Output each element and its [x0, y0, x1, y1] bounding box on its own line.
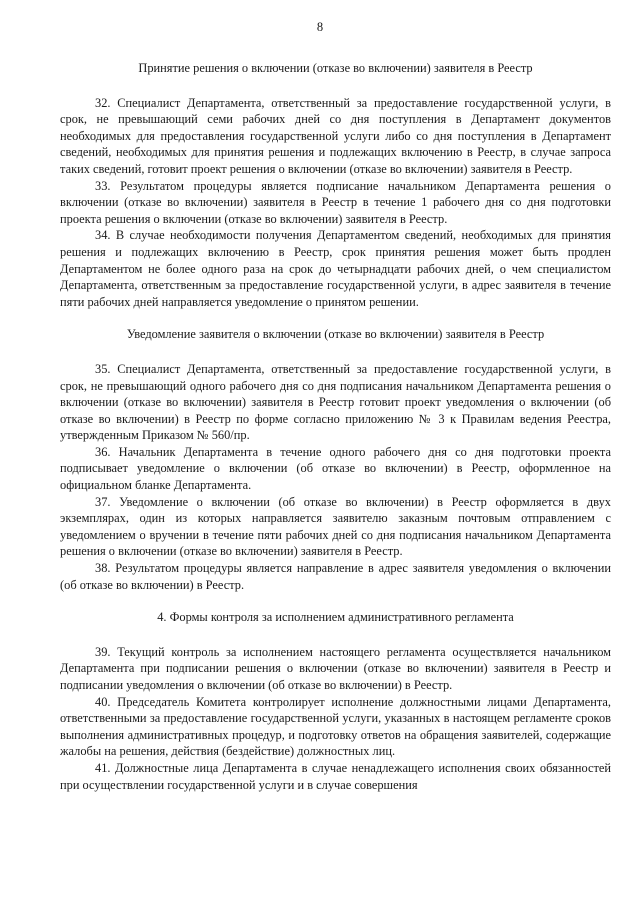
paragraph-34: 34. В случае необходимости получения Департаментом сведений, необходимых для принятия решения и подлежащих включению в Реестр, срок принятия решения может быть продлен Департаментом не более одного раза на срок до четырнадцати рабочих дней, о чем специалистом Департамента, ответственным за предоставление государственной услуги, в адрес заявителя в течение пяти рабочих дней направляется уведомление о принятом решении.	[60, 228, 611, 309]
section-notification	[60, 326, 611, 593]
paragraph-41: 41. Должностные лица Департамента в случае ненадлежащего исполнения своих обязанностей при осуществлении государственной услуги и в случае совершения	[60, 760, 611, 792]
page-number: 8	[316, 20, 324, 34]
paragraph-40: 40. Председатель Комитета контролирует исполнение должностными лицами Департамента, ответственными за предоставление государственной услуги, указанных в настоящем регламенте сроков выполнения административных процедур, и подготовку ответов на обращения заявителей, содержащие жалобы на решения, действия (бездействие) должностных лиц.	[60, 694, 611, 759]
paragraph-32: 32. Специалист Департамента, ответственный за предоставление государственной услуги, в срок, не превышающий семи рабочих дней со дня поступления в Департамент документов необходимых для предоставления государственной услуги либо со дня поступления в Департамент сведений, необходимых для принятия решения и подлежащих включению в Реестр, в случае запроса таких сведений, готовит проект решения о включении (отказе во включении) заявителя в Реестр.	[60, 95, 611, 176]
section-heading: Уведомление заявителя о включении (отказе во включении) заявителя в Реестр	[126, 327, 545, 342]
section-heading: 4. Формы контроля за исполнением административного регламента	[157, 610, 514, 625]
document-body	[60, 60, 611, 793]
section-heading: Принятие решения о включении (отказе во включении) заявителя в Реестр	[138, 61, 533, 75]
section-control-forms	[60, 609, 611, 793]
paragraph-33: 33. Результатом процедуры является подписание начальником Департамента решения о включении (отказе во включении) заявителя в Реестр в течение 1 рабочего дня со дня подготовки проекта решения о включении (отказе во включении) заявителя в Реестр.	[60, 178, 611, 226]
paragraph-37: 37. Уведомление о включении (об отказе во включении) в Реестр оформляется в двух экземплярах, один из которых направляется заявителю заказным почтовым отправлением с уведомлением о вручении в течение пяти рабочих дней со дня подписания начальником Департамента решения о включении (отказе во включении) заявителя в Реестр.	[60, 494, 611, 559]
paragraph-39: 39. Текущий контроль за исполнением настоящего регламента осуществляется начальником Департамента при подписании решения о включении (отказе во включении) заявителя в Реестр и подписании уведомления о включении (об отказе во включении) в Реестр.	[60, 644, 611, 692]
paragraph-35: 35. Специалист Департамента, ответственный за предоставление государственной услуги, в срок, не превышающий одного рабочего дня со дня подписания начальником Департамента решения о включении (отказе во включении) заявителя в Реестр готовит проект уведомления о включении (об отказе во включении) в Реестр по форме согласно приложению № 3 к Правилам ведения Реестра, утвержденным Приказом № 560/пр.	[60, 361, 611, 443]
section-decision	[60, 60, 611, 310]
paragraph-38: 38. Результатом процедуры является направление в адрес заявителя уведомления о включении (об отказе во включении) в Реестр.	[60, 561, 611, 592]
paragraph-36: 36. Начальник Департамента в течение одного рабочего дня со дня подготовки проекта подписывает уведомление о включении (об отказе во включении) в Реестр, оформленное на официальном бланке Департамента.	[60, 444, 611, 493]
